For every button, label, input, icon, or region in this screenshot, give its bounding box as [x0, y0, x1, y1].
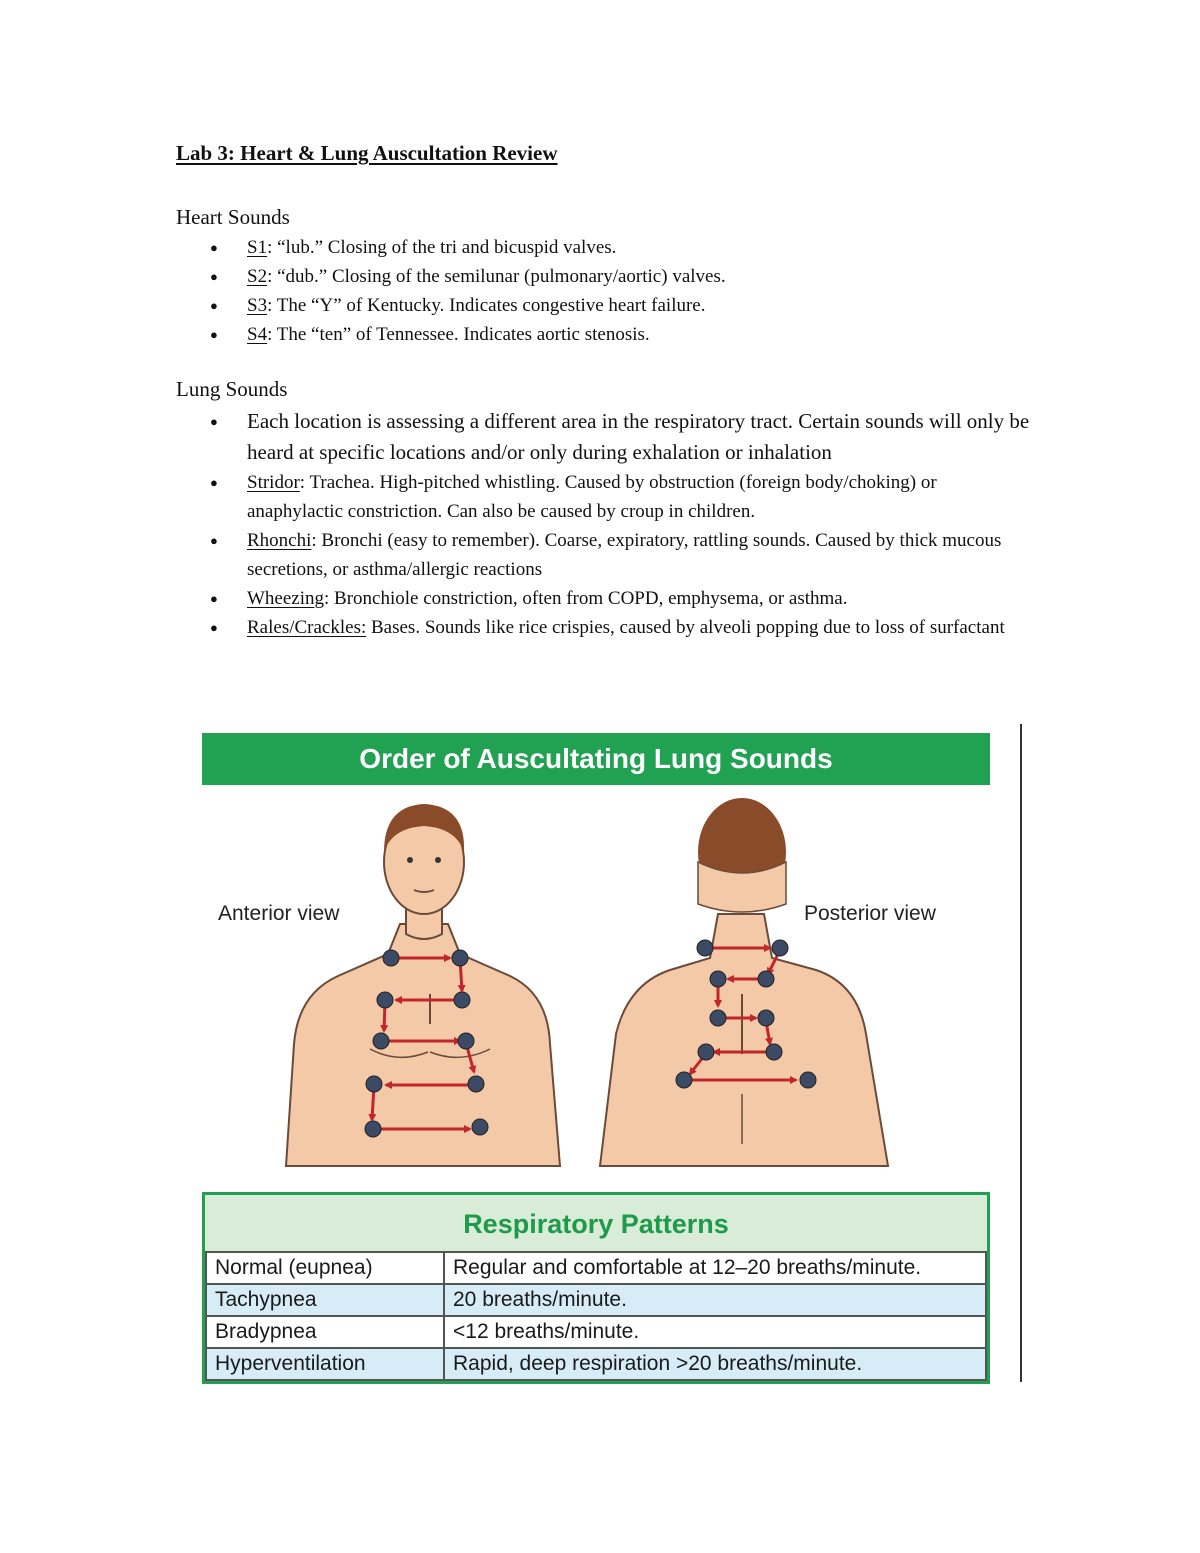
page-title: Lab 3: Heart & Lung Auscultation Review: [176, 141, 558, 165]
definition: : “lub.” Closing of the tri and bicuspid valves.: [267, 237, 617, 258]
pattern-cell: Tachypnea: [206, 1284, 444, 1316]
list-item: [176, 584, 1036, 613]
term: Wheezing: [247, 588, 325, 609]
table-row: [206, 1284, 986, 1316]
posterior-view-label: Posterior view: [804, 902, 936, 925]
table-row: [206, 1348, 986, 1380]
pattern-cell: Bradypnea: [206, 1316, 444, 1348]
definition: : The “ten” of Tennessee. Indicates aortic stenosis.: [267, 324, 650, 345]
heart-sounds-list: [176, 233, 1036, 349]
term: Rales/Crackles:: [247, 617, 367, 638]
list-item: [176, 468, 1036, 526]
lung-sounds-list: [176, 406, 1036, 642]
table-row: [206, 1252, 986, 1284]
description-cell: 20 breaths/minute.: [444, 1284, 986, 1316]
patterns-table: [205, 1251, 987, 1381]
respiratory-patterns-table: [202, 1192, 990, 1384]
torso-illustration: [198, 794, 998, 1174]
list-item: [176, 320, 1036, 349]
term: S2: [247, 266, 268, 287]
definition: : The “Y” of Kentucky. Indicates congestive heart failure.: [267, 295, 706, 316]
list-item: [176, 613, 1036, 642]
definition: : Bronchiole constriction, often from COPD, emphysema, or asthma.: [324, 588, 848, 609]
term: S3: [247, 295, 268, 316]
list-item: ● Each location is assessing a different area in the respiratory tract. Certain sounds will only be heard at specific locations and/or only during exhalation or inhalation: [176, 406, 1036, 468]
auscultation-figure: [198, 724, 1028, 1384]
list-item: [176, 262, 1036, 291]
page-edge-line: [1020, 724, 1022, 1382]
term: S4: [247, 324, 268, 345]
list-item: [176, 291, 1036, 320]
definition: Bases. Sounds like rice crispies, caused by alveoli popping due to loss of surfactant: [366, 617, 1005, 638]
definition: : Trachea. High-pitched whistling. Caused by obstruction (foreign body/choking) or anaphylactic constriction. Can also be caused by croup in children.: [247, 472, 937, 522]
description-cell: Regular and comfortable at 12–20 breaths/minute.: [444, 1252, 986, 1284]
description-cell: Rapid, deep respiration >20 breaths/minute.: [444, 1348, 986, 1380]
respiratory-patterns-title: Respiratory Patterns: [463, 1209, 729, 1239]
pattern-cell: Hyperventilation: [206, 1348, 444, 1380]
posterior-torso: [600, 798, 888, 1166]
term: S1: [247, 237, 268, 258]
term: Rhonchi: [247, 530, 312, 551]
table-row: [206, 1316, 986, 1348]
definition: : “dub.” Closing of the semilunar (pulmonary/aortic) valves.: [267, 266, 726, 287]
anterior-torso: [286, 804, 560, 1166]
list-item: [176, 233, 1036, 262]
definition: : Bronchi (easy to remember). Coarse, expiratory, rattling sounds. Caused by thick mucous secretions, or asthma/allergic reactions: [247, 530, 1002, 580]
figure-banner: Order of Auscultating Lung Sounds: [202, 733, 990, 785]
lung-sounds-heading: Lung Sounds: [176, 377, 288, 401]
list-item: [176, 526, 1036, 584]
description-cell: <12 breaths/minute.: [444, 1316, 986, 1348]
anterior-view-label: Anterior view: [218, 902, 340, 925]
heart-sounds-heading: Heart Sounds: [176, 205, 290, 229]
pattern-cell: Normal (eupnea): [206, 1252, 444, 1284]
term: Stridor: [247, 472, 300, 493]
